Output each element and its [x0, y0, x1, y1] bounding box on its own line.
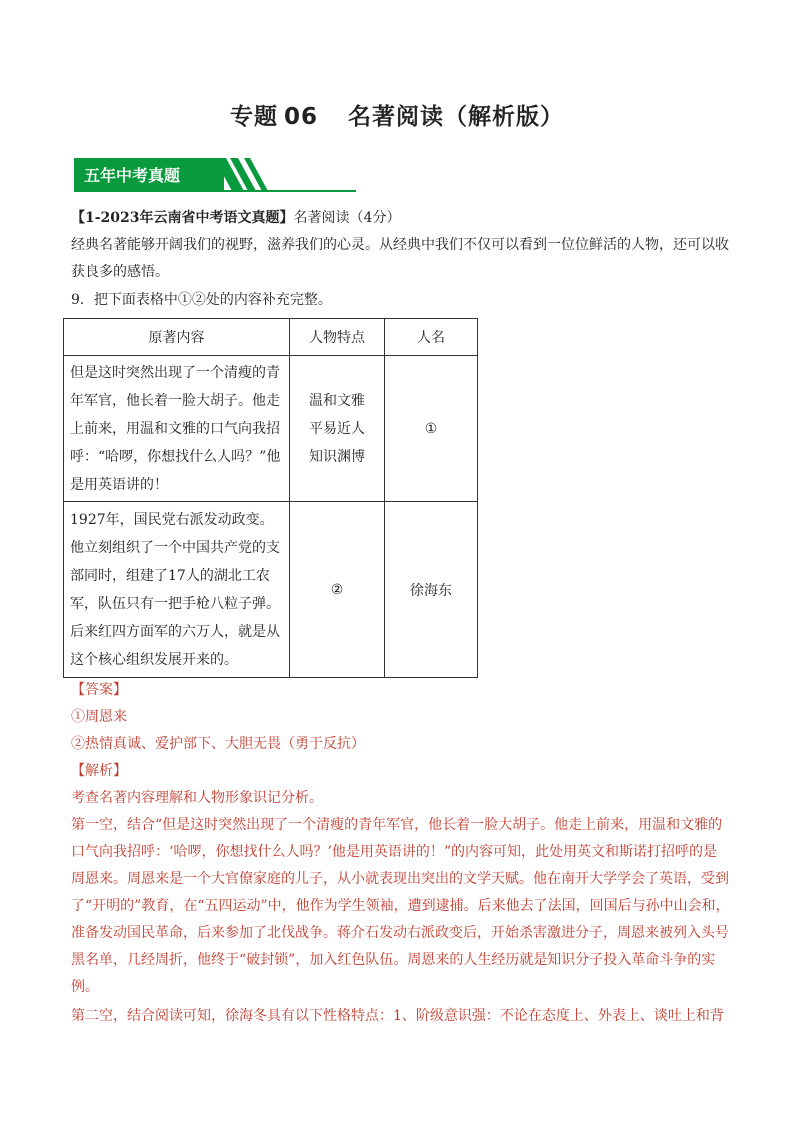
table-header-cell: 人名 — [385, 319, 478, 356]
answer-1: ①周恩来 — [71, 709, 127, 725]
banner-underline — [74, 190, 356, 192]
title-prefix: 专题 — [229, 104, 278, 130]
question-prompt: 9．把下面表格中①②处的内容补充完整。 — [71, 292, 332, 308]
row2-content: 1927年，国民党右派发动政变。他立刻组织了一个中国共产党的支部同时，组建了17人的湖北工农军，队伍只有一把手枪八粒子弹。后来红四方面军的六万人，就是从这个核心组织发展开来的。 — [70, 511, 280, 668]
table-cell-trait — [290, 356, 385, 502]
table-cell-name: 徐海东 — [385, 502, 478, 678]
title-main: 名著阅读（解析版） — [348, 104, 564, 130]
table-cell-name: ① — [385, 356, 478, 502]
answer-table — [63, 318, 478, 678]
answer-label: 【答案】 — [71, 682, 127, 698]
question-source-tag: 【1-2023年云南省中考语文真题】 — [71, 210, 294, 226]
table-cell-trait: ② — [290, 502, 385, 678]
row1-content: 但是这时突然出现了一个清瘦的青年军官，他长着一脸大胡子。他走上前来，用温和文雅的口气向我招呼：“哈啰，你想找什么人吗？”他是用英语讲的！ — [70, 364, 281, 493]
answer-2: ②热情真诚、爱护部下、大胆无畏（勇于反抗） — [71, 736, 365, 752]
question-source-suffix: 名著阅读（4分） — [293, 210, 401, 226]
table-row — [64, 356, 478, 502]
question-source — [71, 205, 731, 232]
analysis-p1: 考查名著内容理解和人物形象识记分析。 — [71, 790, 323, 806]
section-banner — [74, 158, 356, 194]
analysis-p3: 第二空，结合阅读可知，徐海冬具有以下性格特点：1、阶级意识强：不论在态度上、外表上、谈吐上和背 — [71, 1008, 724, 1024]
banner-stripes-decoration — [214, 158, 334, 192]
table-cell-content — [64, 502, 290, 678]
table-header-cell: 原著内容 — [64, 319, 290, 356]
page-title — [0, 98, 794, 131]
table-header-cell: 人物特点 — [290, 319, 385, 356]
analysis-p2: 第一空，结合“但是这时突然出现了一个清瘦的青年军官，他长着一脸大胡子。他走上前来，用温和文雅的口气向我招呼：‘哈啰，你想找什么人吗？’他是用英语讲的！”的内容可知，此处用英文和斯诺打招呼的是周恩来。周恩来是一个大官僚家庭的儿子，从小就表现出突出的文学天赋。他在南开大学学会了英语，受到了“开明的”教育，在“五四运动”中，他作为学生领袖，遭到逮捕。后来他去了法国，回国后与孙中山会和，准备发动国民革命，后来参加了北伐战争。蒋介石发动右派政变后，开始杀害激进分子，周恩来被列入头号黑名单，几经周折，他终于“破封锁”，加入红色队伍。周恩来的人生经历就是知识分子投入革命斗争的实例。 — [71, 817, 730, 995]
row1-trait: 温和文雅 平易近人 知识渊博 — [309, 392, 365, 465]
title-number: 06 — [283, 104, 318, 130]
question-intro: 经典名著能够开阔我们的视野，滋养我们的心灵。从经典中我们不仅可以看到一位位鲜活的人物，还可以收获良多的感悟。 — [71, 237, 729, 280]
table-cell-content — [64, 356, 290, 502]
table-header-row — [64, 319, 478, 356]
table-row — [64, 502, 478, 678]
section-label: 五年中考真题 — [84, 166, 181, 185]
analysis-label: 【解析】 — [71, 763, 127, 779]
